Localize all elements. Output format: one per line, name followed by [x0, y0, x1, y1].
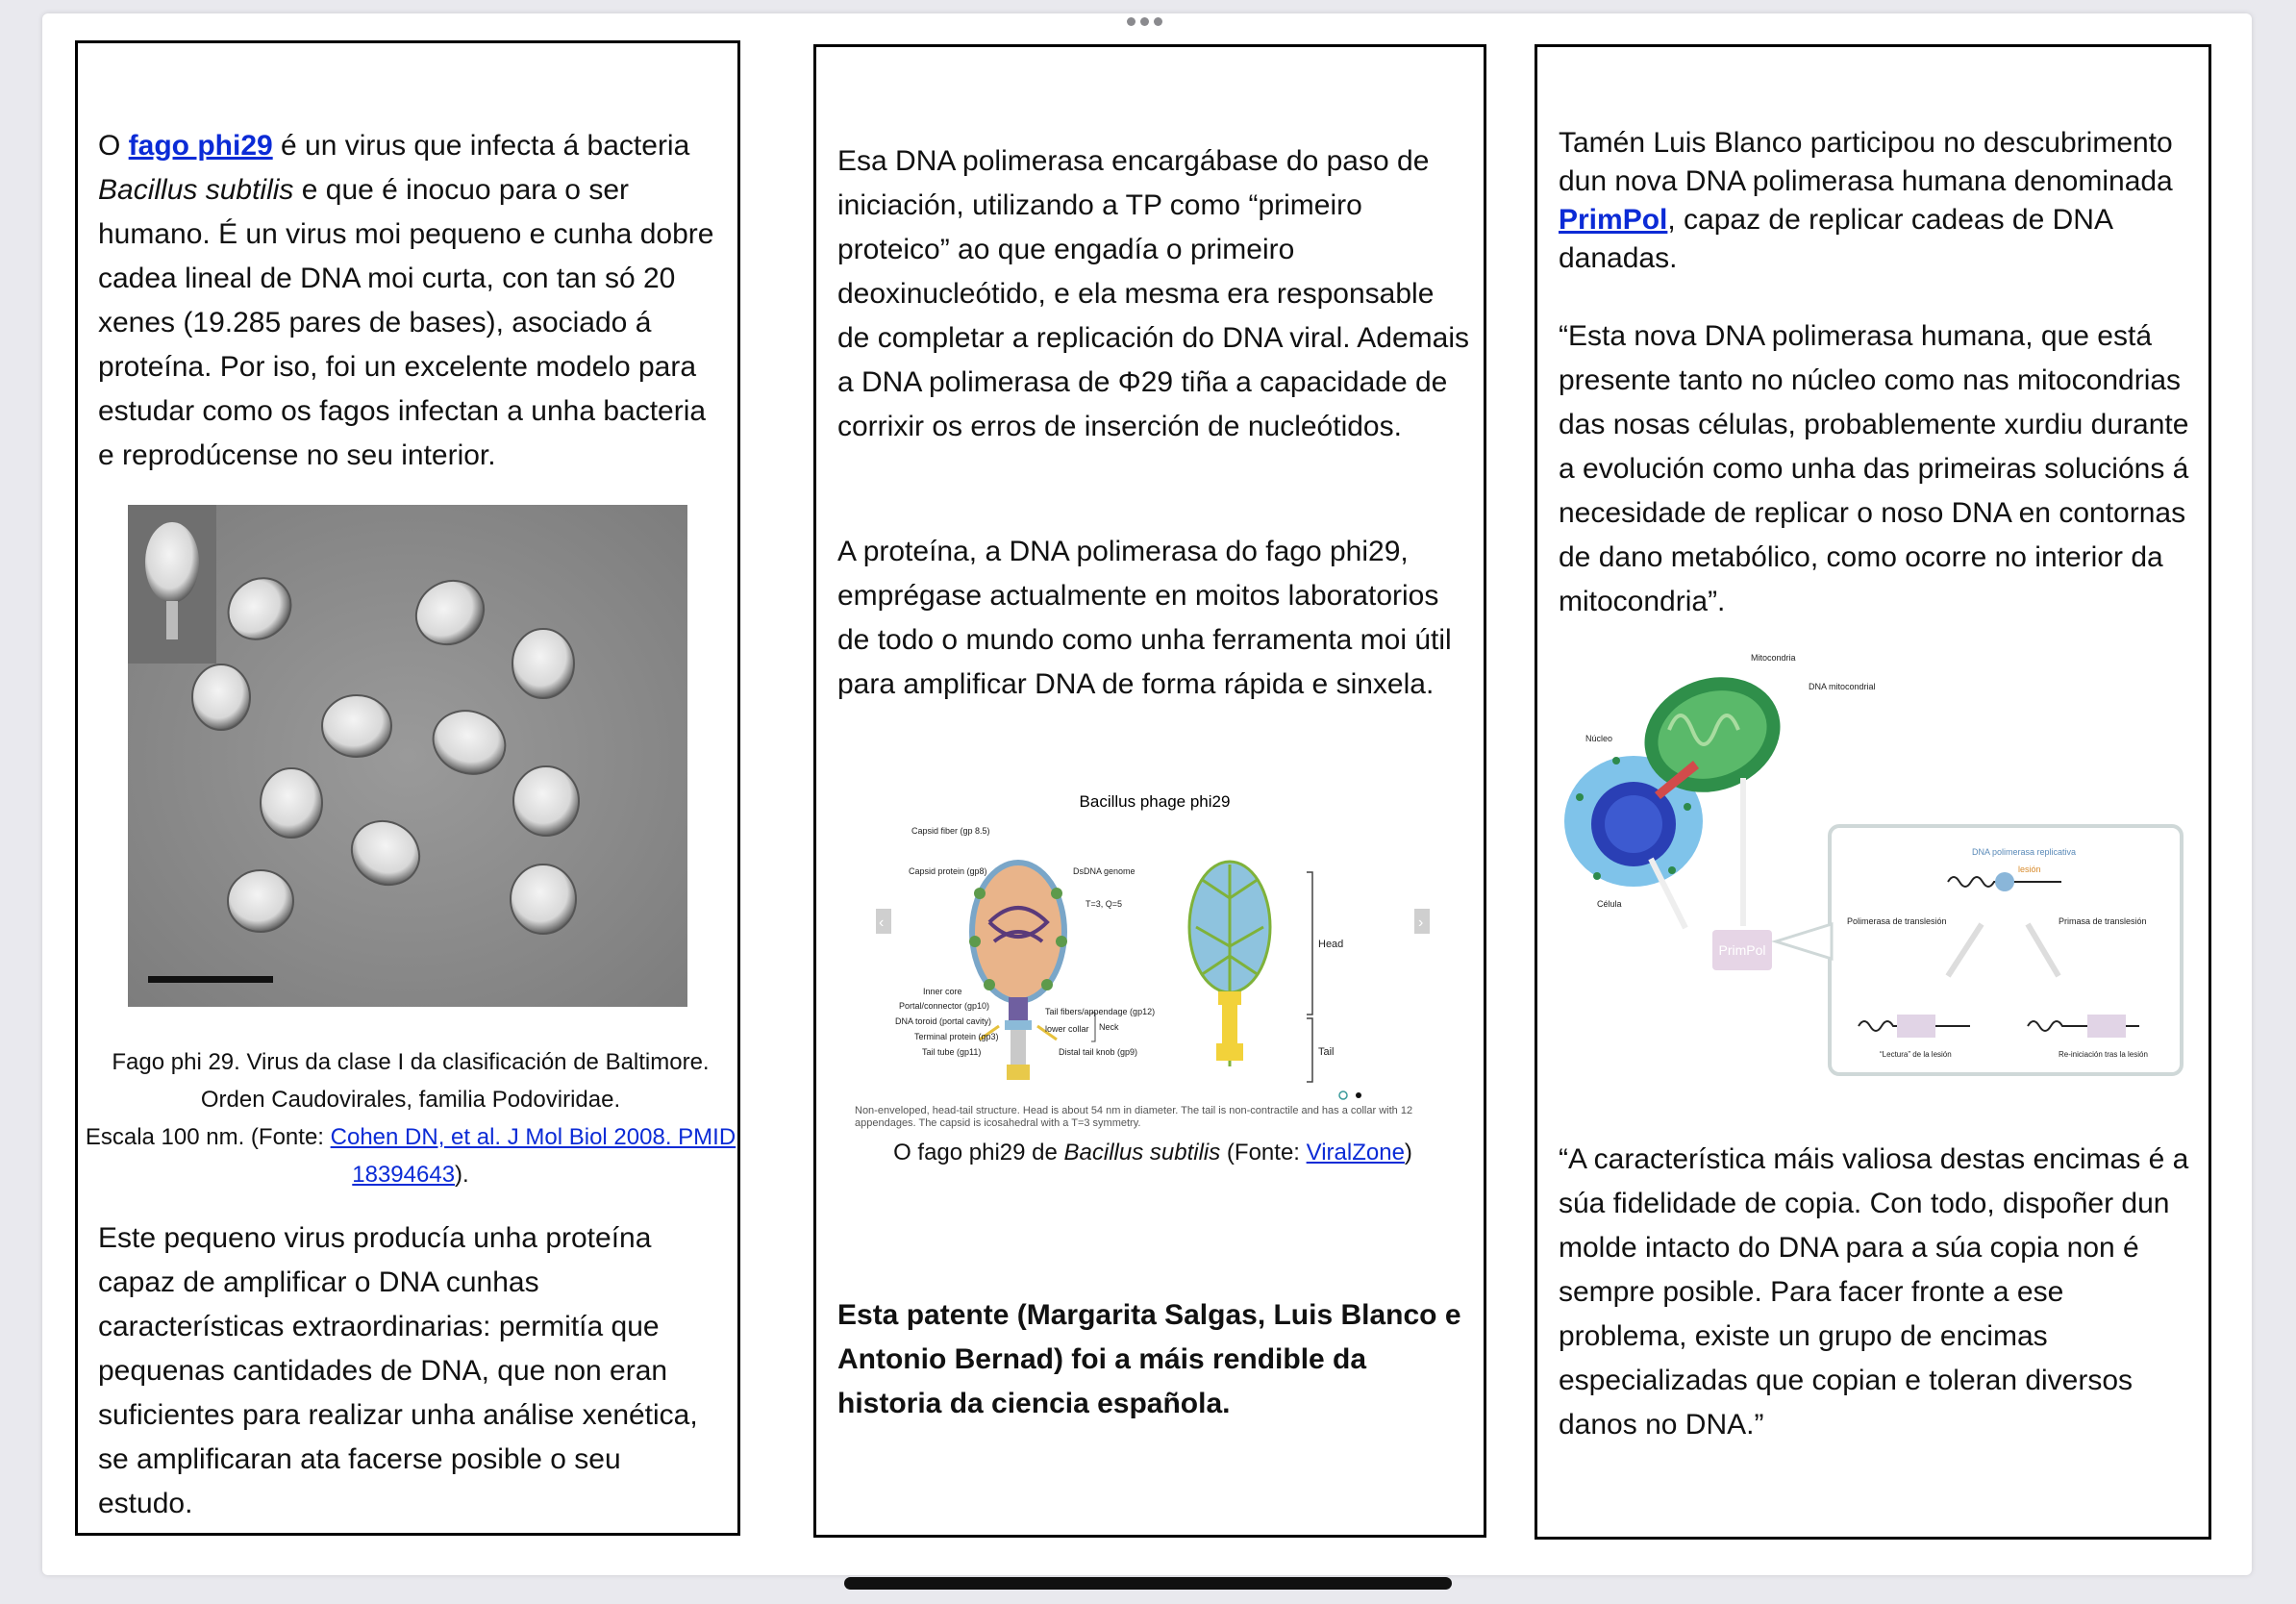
- diagram-label: Primasa de translesión: [2059, 916, 2147, 926]
- text: Tamén Luis Blanco participou no descubrimento dun nova DNA polimerasa humana denominada: [1559, 127, 2173, 197]
- panel-right: [1535, 44, 2211, 1540]
- primpol-quote: “Esta nova DNA polimerasa humana, que está presente tanto no núcleo como nas mitocondrias das nosas células, probablemente xurdiu durante a evolución como unha das primeiras solucións á necesidade de replicar o noso DNA en contornas de dano metabólico, como ocorre no interior da mitocondria”.: [1559, 320, 2189, 617]
- figure-title: Bacillus phage phi29: [1079, 792, 1231, 811]
- polymerase-paragraph: Esa DNA polimerasa encargábase do paso de iniciación, utilizando a TP como “primeiro proteico” ao que engadía o primeiro deoxinucleótido, e ela mesma era responsable de completar a replicación do DNA viral. Ademais a DNA polimerasa de Φ29 tiña a capacidade de corrixir os erros de inserción de nucleótidos.: [837, 145, 1469, 442]
- text: Escala 100 nm. (Fonte:: [85, 1124, 331, 1150]
- chevron-right-icon: ›: [1418, 915, 1424, 931]
- diagram-label: Re-iniciación tras la lesión: [2059, 1050, 2148, 1059]
- fidelity-quote: “A característica máis valiosa destas encimas é a súa fidelidade de copia. Con todo, dispoñer dun molde intacto do DNA para a súa copia non é sempre posible. Para facer fronte a ese problema, existe un grupo de encimas especializadas que copian e toleran diversos danos no DNA.”: [1559, 1143, 2189, 1441]
- diagram-label: Portal/connector (gp10): [899, 1001, 990, 1011]
- species-name: Bacillus subtilis: [98, 174, 294, 206]
- diagram-label: T=3, Q=5: [1086, 899, 1123, 909]
- micrograph-caption: [78, 1043, 740, 1193]
- diagram-label: Neck: [1099, 1022, 1119, 1032]
- diagram-label: DsDNA genome: [1073, 866, 1136, 876]
- figure-note: Non-enveloped, head-tail structure. Head is about 54 nm in diameter. The tail is non-contractile and has a collar with 12 appendages. The capsid is icosahedral with a T=3 symmetry.: [855, 1105, 1413, 1129]
- primpol-intro-paragraph: [1559, 124, 2193, 278]
- caption-line: [78, 1118, 740, 1193]
- text: O: [98, 130, 129, 162]
- diagram-label: lower collar: [1045, 1024, 1089, 1034]
- amplification-paragraph: Este pequeno virus producía unha proteína capaz de amplificar o DNA cunhas características extraordinarias: permitía que pequenas cantidades de DNA, que non eran suficientes para realizar unha análise xenética, se amplificaran ata facerse posible o seu estudo.: [98, 1222, 698, 1519]
- diagram-label: Capsid fiber (gp 8.5): [911, 826, 990, 836]
- text: , capaz de replicar cadeas de DNA danadas.: [1559, 204, 2112, 274]
- diagram-label: DNA mitocondrial: [1809, 682, 1876, 691]
- cohen-reference-link[interactable]: Cohen DN, et al. J Mol Biol 2008. PMID 18394643: [330, 1124, 736, 1188]
- caption-line: Orden Caudovirales, familia Podoviridae.: [200, 1087, 621, 1113]
- diagram-label: Mitocondria: [1751, 653, 1796, 663]
- diagram-label: Capsid protein (gp8): [909, 866, 987, 876]
- diagram-label: Tail: [1318, 1046, 1335, 1058]
- text: é un virus que infecta á bacteria: [272, 130, 690, 162]
- home-indicator[interactable]: [844, 1577, 1452, 1590]
- diagram-label: Head: [1318, 939, 1344, 950]
- text: e que é inocuo para o ser humano. É un virus moi pequeno e cunha dobre cadea lineal de DNA moi curta, con tan só 20 xenes (19.285 pares de bases), asociado á proteína. Por iso, foi un excelente modelo para estudar como os fagos infectan a unha bacteria e reprodúcense no seu interior.: [98, 174, 714, 471]
- diagram-label: Inner core: [923, 987, 962, 996]
- diagram-label: Célula: [1597, 899, 1622, 909]
- diagram-label: DNA polimerasa replicativa: [1972, 847, 2077, 857]
- panel-middle: [813, 44, 1486, 1538]
- diagram-label: DNA toroid (portal cavity): [895, 1016, 992, 1026]
- caption-line: Fago phi 29. Virus da clase I da clasificación de Baltimore.: [112, 1049, 710, 1075]
- phage-caption: [816, 1134, 1486, 1171]
- phage-micrograph-image: [128, 505, 687, 1007]
- viralzone-link[interactable]: ViralZone: [1306, 1140, 1405, 1165]
- carousel-dot[interactable]: [1339, 1091, 1347, 1099]
- carousel-dot[interactable]: [1356, 1092, 1361, 1098]
- phi29-link[interactable]: fago phi29: [128, 130, 273, 162]
- primpol-label: PrimPol: [1718, 942, 1766, 958]
- more-options-icon[interactable]: [1127, 17, 1162, 26]
- intro-paragraph: [98, 124, 723, 478]
- text: ): [1404, 1140, 1412, 1165]
- text: (Fonte:: [1220, 1140, 1307, 1165]
- diagram-label: Tail fibers/appendage (gp12): [1045, 1007, 1156, 1016]
- primpol-link[interactable]: PrimPol: [1559, 204, 1668, 236]
- diagram-label: Distal tail knob (gp9): [1059, 1047, 1138, 1057]
- diagram-label: Polimerasa de translesión: [1847, 916, 1947, 926]
- panel-left: [75, 40, 740, 1536]
- patent-paragraph: Esta patente (Margarita Salgas, Luis Blanco e Antonio Bernad) foi a máis rendible da historia da ciencia española.: [837, 1299, 1461, 1419]
- species-name: Bacillus subtilis: [1063, 1140, 1221, 1165]
- phage-structure-diagram: [855, 788, 1451, 1153]
- text: ).: [455, 1162, 469, 1188]
- diagram-label: Terminal protein (gp3): [914, 1032, 999, 1041]
- diagram-label: Tail tube (gp11): [922, 1047, 982, 1057]
- diagram-label: “Lectura” de la lesión: [1880, 1050, 1952, 1059]
- laboratory-paragraph: A proteína, a DNA polimerasa do fago phi29, emprégase actualmente en moitos laboratorios de todo o mundo como unha ferramenta moi útil para amplificar DNA de forma rápida e sinxela.: [837, 536, 1452, 700]
- diagram-label: lesión: [2018, 865, 2041, 874]
- diagram-label: Núcleo: [1585, 734, 1613, 743]
- primpol-diagram: [1559, 653, 2193, 1076]
- text: O fago phi29 de: [893, 1140, 1064, 1165]
- chevron-left-icon: ‹: [879, 915, 885, 931]
